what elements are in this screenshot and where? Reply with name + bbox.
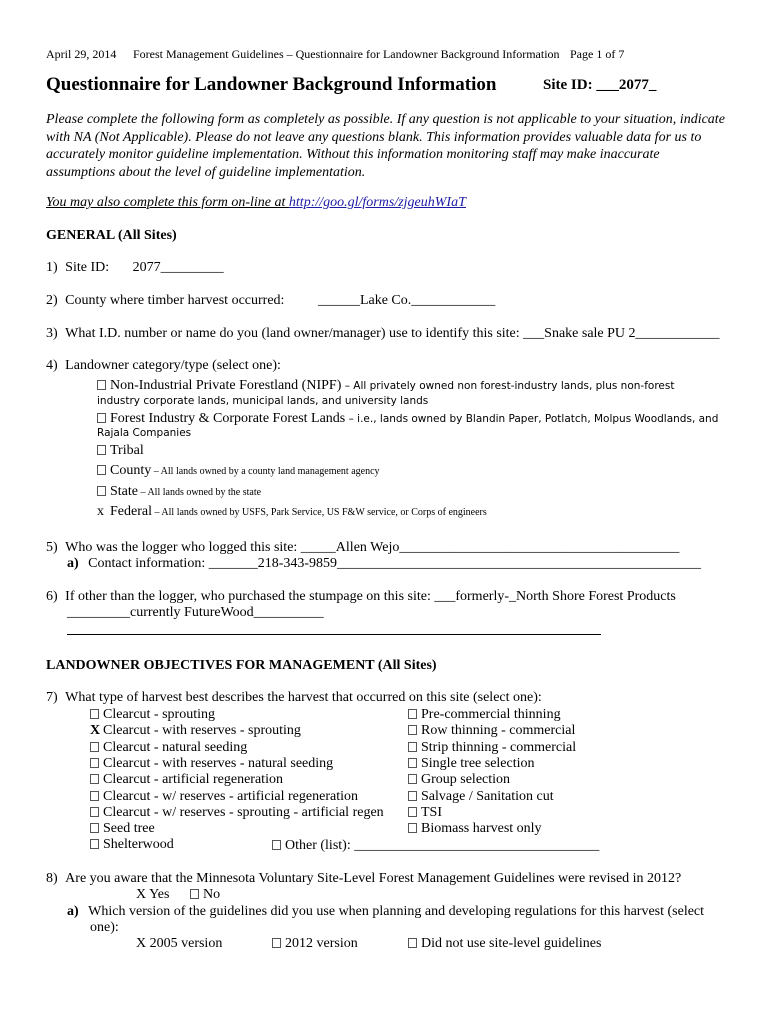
harvest-option[interactable]	[90, 723, 301, 739]
harvest-option-label: TSI	[421, 804, 442, 820]
version-label: 2012 version	[285, 936, 358, 951]
question-7	[46, 690, 542, 706]
q8-text: Are you aware that the Minnesota Voluntary Site-Level Forest Management Guidelines were revised in 2012?	[65, 871, 682, 886]
harvest-option-label: Row thinning - commercial	[421, 723, 576, 739]
checkbox-icon[interactable]	[408, 742, 417, 752]
online-form-link[interactable]: http://goo.gl/forms/zjgeuhWIaT	[288, 195, 466, 210]
checkbox-icon[interactable]	[90, 791, 99, 801]
harvest-option-label: Group selection	[421, 772, 511, 788]
harvest-option[interactable]	[90, 707, 215, 723]
other-label[interactable]: Other (list): ___________________________________	[285, 838, 600, 853]
q4-option-industry-note-cont: Rajala Companies	[97, 427, 192, 439]
checkbox-icon[interactable]	[90, 758, 99, 768]
checkbox-icon[interactable]	[408, 725, 417, 735]
header-page-number: Page 1 of 7	[570, 47, 625, 61]
q8a-label: a)	[67, 904, 79, 919]
option-label: County	[110, 463, 152, 478]
harvest-option[interactable]	[90, 821, 155, 837]
option-label: Non-Industrial Private Forestland (NIPF)	[110, 378, 342, 393]
q8a-text-cont: one):	[90, 920, 119, 935]
question-3	[46, 326, 720, 342]
option-label: Federal	[110, 504, 152, 519]
harvest-option-label: Clearcut - with reserves - sprouting	[103, 723, 301, 739]
version-label: Did not use site-level guidelines	[421, 936, 602, 951]
q6-blank-line	[67, 634, 601, 635]
header-doc-title: Forest Management Guidelines – Questionnaire for Landowner Background Information	[133, 47, 560, 61]
harvest-option-label: Biomass harvest only	[421, 821, 542, 837]
checkbox-icon[interactable]	[408, 938, 417, 948]
harvest-option[interactable]	[90, 789, 358, 805]
q8-number: 8)	[46, 871, 58, 886]
harvest-option[interactable]	[90, 772, 283, 788]
q4-option-tribal[interactable]	[97, 443, 144, 459]
checkbox-icon[interactable]	[190, 889, 199, 899]
q3-number: 3)	[46, 326, 58, 341]
checkbox-icon[interactable]	[90, 823, 99, 833]
online-form-note	[46, 195, 466, 211]
header-date: April 29, 2014	[46, 47, 117, 61]
intro-instructions: Please complete the following form as completely as possible. If any question is not applicable to your situation, indicate with NA (Not Applicable). Please do not leave any questions blank. This information provides valuable data for us to accurately monitor guideline implementation. Without this information monitoring staff may make inaccurate assumptions about the level of guideline implementation.	[46, 112, 725, 180]
harvest-option[interactable]	[90, 805, 384, 821]
question-2	[46, 293, 495, 309]
q7-option-other[interactable]	[272, 838, 599, 854]
q4-number: 4)	[46, 358, 58, 373]
harvest-option-label: Pre-commercial thinning	[421, 707, 561, 722]
q4-option-industry[interactable]	[97, 411, 718, 427]
q4-option-nipf[interactable]	[97, 378, 674, 394]
option-label: State	[110, 484, 138, 499]
harvest-option-label: Clearcut - with reserves - natural seeding	[103, 755, 334, 771]
online-text: You may also complete this form on-line at	[46, 195, 289, 210]
harvest-option-label: Seed tree	[103, 821, 155, 837]
q6-continuation[interactable]: _________currently FutureWood__________	[67, 605, 324, 620]
q8a-option-2012[interactable]	[272, 936, 358, 952]
option-note: – All lands owned by a county land management agency	[151, 466, 380, 477]
harvest-option-label: Salvage / Sanitation cut	[421, 788, 554, 804]
option-note: – All privately owned non forest-industry lands, plus non-forest	[341, 380, 675, 392]
section-general-heading: GENERAL (All Sites)	[46, 228, 177, 243]
q5a-contact[interactable]: Contact information: _______218-343-9859____________________________________________________	[88, 556, 702, 571]
q8a-option-2005[interactable]: X 2005 version	[136, 936, 223, 951]
checkbox-icon[interactable]	[90, 839, 99, 849]
q5-logger[interactable]: Who was the logger who logged this site: _____Allen Wejo________________________________________	[65, 540, 680, 555]
q8-yes-option[interactable]: X Yes	[136, 887, 170, 902]
q7-text: What type of harvest best describes the harvest that occurred on this site (select one):	[65, 690, 542, 705]
checkbox-icon[interactable]	[97, 380, 106, 390]
harvest-option-label: Clearcut - natural seeding	[103, 739, 248, 755]
q4-text: Landowner category/type (select one):	[65, 358, 281, 373]
harvest-option[interactable]	[408, 821, 542, 837]
harvest-option[interactable]	[408, 707, 561, 723]
option-note: – All lands owned by USFS, Park Service, US F&W service, or Corps of engineers	[151, 507, 487, 518]
q5-number: 5)	[46, 540, 58, 555]
q6-stumpage[interactable]: If other than the logger, who purchased the stumpage on this site: ___formerly-_North Shore Forest Products	[65, 589, 676, 604]
q4-option-state[interactable]	[97, 484, 261, 500]
q8a-text: Which version of the guidelines did you use when planning and developing regulations for this harvest (select	[88, 904, 705, 919]
option-note: – i.e., lands owned by Blandin Paper, Potlatch, Molpus Woodlands, and	[345, 413, 719, 425]
harvest-option-label: Strip thinning - commercial	[421, 739, 577, 755]
harvest-option-label: Single tree selection	[421, 755, 535, 771]
q1-blank: _________	[160, 260, 224, 275]
page-title: Questionnaire for Landowner Background Information	[46, 74, 497, 95]
x-mark-icon[interactable]: x	[97, 504, 104, 519]
checkbox-icon[interactable]	[408, 758, 417, 768]
option-label: Tribal	[110, 443, 144, 458]
checkbox-icon[interactable]	[408, 774, 417, 784]
option-note: – All lands owned by the state	[138, 487, 262, 498]
checkbox-icon[interactable]	[90, 774, 99, 784]
harvest-option[interactable]	[408, 805, 442, 821]
q7-number: 7)	[46, 690, 58, 705]
q8a-option-none[interactable]	[408, 936, 601, 952]
question-6	[46, 589, 676, 605]
q6-number: 6)	[46, 589, 58, 604]
question-4	[46, 358, 281, 374]
harvest-option-label: Clearcut - w/ reserves - artificial regeneration	[103, 788, 358, 804]
checkbox-icon[interactable]	[97, 486, 106, 496]
checkbox-icon[interactable]	[97, 413, 106, 423]
harvest-option[interactable]	[408, 756, 535, 772]
site-id-header: Site ID: ___2077_	[543, 77, 657, 93]
q2-county-value[interactable]: ______Lake Co.____________	[317, 293, 496, 308]
checkbox-icon[interactable]	[97, 465, 106, 475]
harvest-option[interactable]	[408, 789, 554, 805]
section-objectives-heading: LANDOWNER OBJECTIVES FOR MANAGEMENT (All Sites)	[46, 658, 437, 673]
q1-label: Site ID:	[65, 260, 110, 275]
q3-text[interactable]: What I.D. number or name do you (land owner/manager) use to identify this site: ___Snake sale PU 2____________	[65, 326, 720, 341]
checkbox-icon[interactable]	[90, 709, 99, 719]
checkbox-icon[interactable]	[408, 709, 417, 719]
q8-no-option[interactable]	[190, 887, 220, 903]
question-1	[46, 260, 224, 276]
harvest-option[interactable]	[90, 837, 174, 853]
harvest-option[interactable]	[90, 740, 247, 756]
checkbox-icon[interactable]	[97, 445, 106, 455]
checkbox-icon[interactable]	[272, 840, 281, 850]
question-8a	[67, 904, 704, 920]
checkbox-icon[interactable]	[408, 823, 417, 833]
q4-option-federal[interactable]	[97, 504, 487, 520]
option-label: Forest Industry & Corporate Forest Lands	[110, 411, 346, 426]
q5a-label: a)	[67, 556, 79, 571]
checkbox-icon[interactable]	[90, 742, 99, 752]
harvest-option-label: Clearcut - w/ reserves - sprouting - artificial regen	[103, 804, 384, 820]
q2-number: 2)	[46, 293, 58, 308]
checkbox-icon[interactable]	[408, 791, 417, 801]
question-5	[46, 540, 679, 556]
harvest-option[interactable]	[408, 723, 575, 739]
x-mark-icon[interactable]: X	[90, 723, 101, 739]
checkbox-icon[interactable]	[90, 807, 99, 817]
harvest-option-label: Clearcut - artificial regeneration	[103, 772, 283, 788]
q1-site-id-value[interactable]: 2077	[132, 260, 161, 275]
harvest-option[interactable]	[408, 740, 576, 756]
harvest-option-label: Shelterwood	[103, 837, 174, 853]
question-8	[46, 871, 681, 887]
no-label: No	[203, 887, 221, 902]
q4-option-county[interactable]	[97, 463, 380, 479]
q1-number: 1)	[46, 260, 58, 275]
harvest-option[interactable]	[408, 772, 510, 788]
harvest-option[interactable]	[90, 756, 333, 772]
q2-label: County where timber harvest occurred:	[65, 293, 285, 308]
checkbox-icon[interactable]	[408, 807, 417, 817]
question-5a	[67, 556, 701, 572]
q4-option-nipf-note-cont: industry corporate lands, municipal lands, and university lands	[97, 395, 429, 407]
checkbox-icon[interactable]	[272, 938, 281, 948]
harvest-option-label: Clearcut - sprouting	[103, 707, 215, 722]
